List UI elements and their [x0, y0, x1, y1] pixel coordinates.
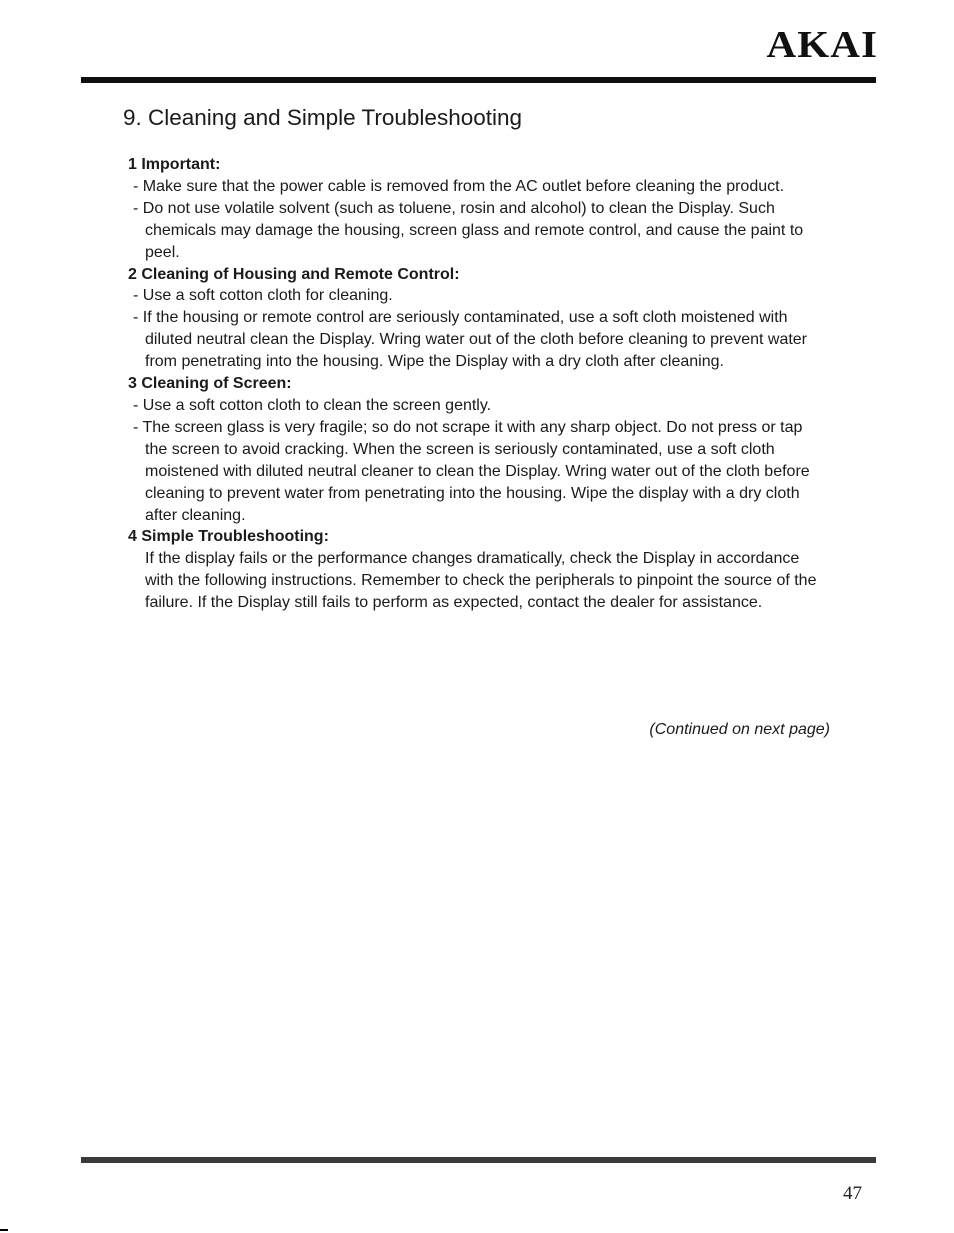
bullet-item: - Do not use volatile solvent (such as toluene, rosin and alcohol) to clean the Display. Such chemicals may damage the housing, screen glass and remote control, and cause the paint to peel. — [133, 199, 804, 261]
footer-rule — [81, 1157, 876, 1163]
subsection-troubleshooting — [128, 526, 828, 614]
subsection-housing-cleaning — [128, 264, 828, 374]
subsection-heading: 2 Cleaning of Housing and Remote Control: — [128, 265, 460, 283]
bullet-item: - Make sure that the power cable is removed from the AC outlet before cleaning the product. — [133, 177, 785, 195]
subsection-screen-cleaning — [128, 373, 828, 526]
subsection-heading: 4 Simple Troubleshooting: — [128, 528, 329, 546]
header-rule — [81, 77, 876, 83]
bullet-item: - If the housing or remote control are seriously contaminated, use a soft cloth moistened with diluted neutral clean the Display. Wring water out of the cloth before cleaning to prevent water from penetrating into the housing. Wipe the Display with a dry cloth after cleaning. — [133, 309, 808, 371]
paragraph: If the display fails or the performance changes dramatically, check the Display in accordance with the following instructions. Remember to check the peripherals to pinpoint the source of the failure. If the Display still fails to perform as expected, contact the dealer for assistance. — [145, 550, 817, 612]
section-title: 9. Cleaning and Simple Troubleshooting — [123, 105, 523, 130]
corner-mark — [0, 1229, 8, 1231]
subsection-important — [128, 154, 828, 264]
bullet-item: - The screen glass is very fragile; so do not scrape it with any sharp object. Do not press or tap the screen to avoid cracking. When the screen is seriously contaminated, use a soft cloth moistened with diluted neutral cleaner to clean the Display. Wring water out of the cloth before cleaning to prevent water from penetrating into the housing. Wipe the display with a dry cloth after cleaning. — [133, 418, 810, 524]
continued-note: (Continued on next page) — [649, 721, 830, 738]
akai-logo: AKAI — [766, 24, 878, 66]
subsection-heading: 1 Important: — [128, 156, 221, 173]
section-body — [128, 154, 828, 614]
bullet-item: - Use a soft cotton cloth to clean the screen gently. — [133, 396, 492, 414]
page-number: 47 — [843, 1183, 862, 1204]
bullet-item: - Use a soft cotton cloth for cleaning. — [133, 287, 393, 305]
subsection-heading: 3 Cleaning of Screen: — [128, 375, 292, 393]
